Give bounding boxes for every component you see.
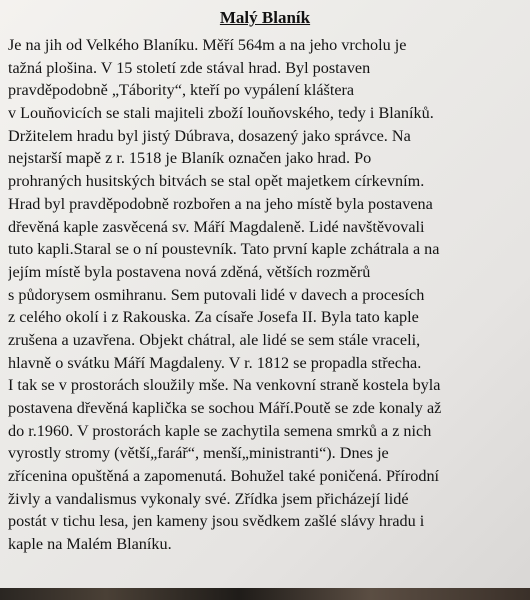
text-line: I tak se v prostorách sloužily mše. Na venkovní straně kostela byla (8, 376, 441, 395)
text-line: do r.1960. V prostorách kaple se zachytila semena smrků a z nich (8, 421, 432, 440)
text-line: tažná plošina. V 15 století zde stával hrad. Byl postaven (8, 58, 371, 77)
text-line: kaple na Malém Blaníku. (8, 535, 172, 554)
text-line: z celého okolí i z Rakouska. Za císaře Josefa II. Byla tato kaple (8, 308, 419, 327)
text-line: pravděpodobně „Tábority“, kteří po vypálení kláštera (8, 81, 355, 100)
text-line: Držitelem hradu byl jistý Dúbrava, dosazený jako správce. Na (8, 126, 411, 145)
text-line: dřevěná kaple zasvěcená sv. Máří Magdaleně. Lidé navštěvovali (8, 217, 425, 236)
text-line: nejstarší mapě z r. 1518 je Blaník označen jako hrad. Po (8, 149, 372, 168)
text-line: prohraných husitských bitvách se stal opět majetkem církevním. (8, 172, 425, 191)
text-line: s půdorysem osmihranu. Sem putovali lidé v davech a procesích (8, 285, 425, 304)
text-line: jejím místě byla postavena nová zděná, větších rozměrů (8, 262, 371, 281)
text-line: Hrad byl pravděpodobně rozbořen a na jeho místě byla postavena (8, 194, 433, 213)
text-line: hlavně o svátku Máří Magdaleny. V r. 1812 se propadla střecha. (8, 353, 422, 372)
text-line: postát v tichu lesa, jen kameny jsou svědkem zašlé slávy hradu i (8, 512, 425, 531)
text-line: živly a vandalismus vykonaly své. Zřídka jsem přicházejí lidé (8, 489, 409, 508)
text-line: v Louňovicích se stali majiteli zboží louňovského, tedy i Blaníků. (8, 104, 434, 123)
text-line: zrušena a uzavřena. Objekt chátral, ale lidé se sem stále vraceli, (8, 330, 421, 349)
text-line: tuto kapli.Staral se o ní poustevník. Tato první kaple zchátrala a na (8, 240, 440, 259)
text-line: Je na jih od Velkého Blaníku. Měří 564m a na jeho vrcholu je (8, 36, 407, 54)
text-line: vyrostly stromy (větší„farář“, menší„ministranti“). Dnes je (8, 444, 389, 463)
sign-title: Malý Blaník (219, 8, 311, 27)
photo-background-strip (0, 588, 530, 600)
sign-body-text (8, 34, 528, 556)
text-line: zřícenina opuštěná a zapomenutá. Bohužel také poničená. Přírodní (8, 467, 440, 486)
text-line: postavena dřevěná kaplička se sochou Máří.Poutě se zde konaly až (8, 399, 442, 417)
